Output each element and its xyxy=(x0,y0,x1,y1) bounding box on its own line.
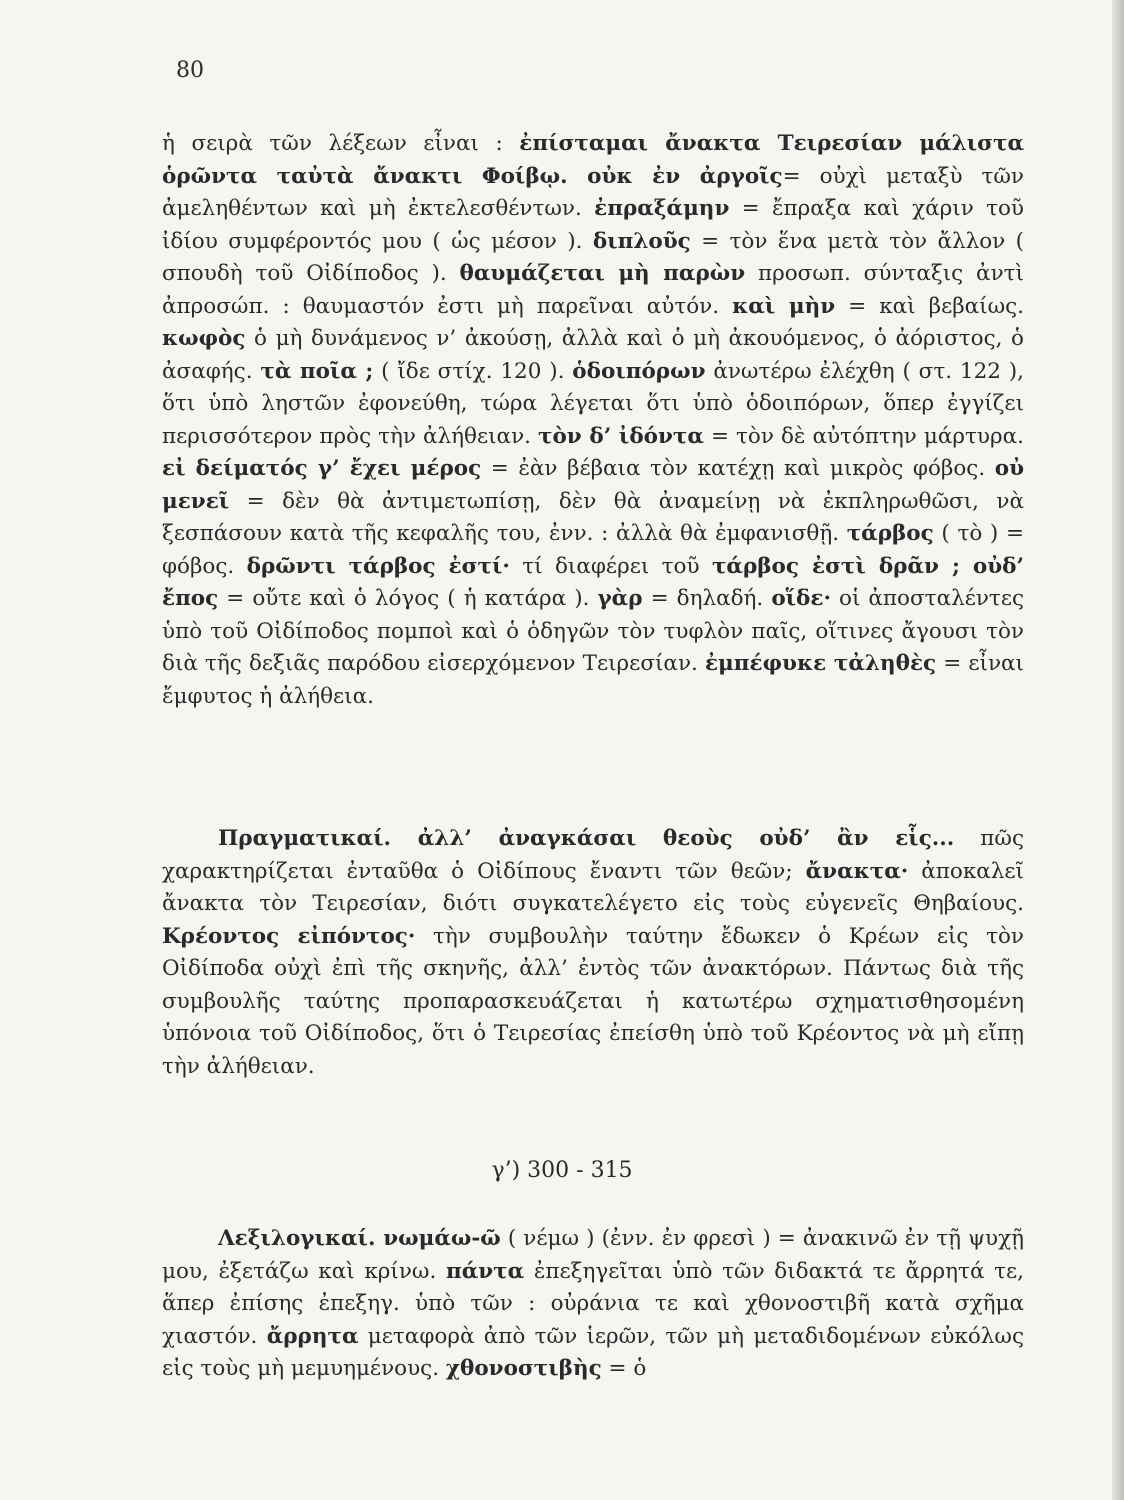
bold-lemma: διπλοῦς xyxy=(592,228,691,254)
text-run: = οὐχὶ μεταξὺ τῶν ἀμεληθέντων καὶ μὴ ἐκτελεσθέντων. xyxy=(162,163,1024,221)
bold-lemma: πάντα xyxy=(445,1258,525,1284)
bold-lemma: οὐ μενεῖ xyxy=(162,456,1024,514)
bold-lemma: εἰ δείματός γ’ ἔχει μέρος xyxy=(162,456,482,481)
bold-lemma: κωφὸς xyxy=(162,326,246,351)
text-run: = δηλαδή. xyxy=(642,586,772,611)
paragraph-text xyxy=(162,1223,1024,1386)
bold-lemma: τὰ ποῖα ; xyxy=(260,358,374,384)
text-run: = καὶ βεβαίως. xyxy=(835,293,1024,319)
bold-lemma: Κρέοντος εἰπόντος· xyxy=(162,923,416,949)
text-run: ( τὸ ) = φόβος. xyxy=(162,521,1024,579)
bold-lemma: θαυμάζεται μὴ παρὼν xyxy=(459,261,746,286)
text-run: τὴν συμβουλὴν ταύτην ἔδωκεν ὁ Κρέων εἰς τὸν Οἰδίποδα οὐχὶ ἐπὶ τῆς σκηνῆς, ἀλλ’ ἐντὸς τῶν ἀνακτόρων. Πάντως διὰ τῆς συμβουλῆς ταύτης προπαρασκευάζεται ἡ κατωτέρω σχηματισθησομένη ὑπόνοια τοῦ Οἰδίποδος, ὅτι ὁ Τειρεσίας ἐπείσθη ὑπὸ τοῦ Κρέοντος νὰ μὴ εἴπῃ τὴν ἀλήθειαν. xyxy=(162,923,1024,1079)
bold-lemma: ἐπραξάμην xyxy=(594,196,730,221)
bold-lemma: οἵδε· xyxy=(771,586,831,611)
text-run: = ὁ xyxy=(601,1356,647,1381)
commentary-paragraph-2 xyxy=(162,823,1024,1083)
text-run: ἐπεξηγεῖται ὑπὸ τῶν διδακτά τε ἄρρητά τε, ἅπερ ἐπίσης ἐπεξηγ. ὑπὸ τῶν : οὐράνια τε καὶ χθονοστιβῆ κατὰ σχῆμα χιαστόν. xyxy=(162,1258,1025,1349)
text-run: ὁ μὴ δυνάμενος ν’ ἀκούσῃ, ἀλλὰ καὶ ὁ μὴ ἀκουόμενος, ὁ ἀόριστος, ὁ ἀσαφής. xyxy=(162,326,1024,384)
text-run: = εἶναι ἔμφυτος ἡ ἀλήθεια. xyxy=(162,651,1024,709)
page-edge-shadow xyxy=(1112,0,1124,1500)
text-run: = τὸν δὲ αὐτόπτην μάρτυρα. xyxy=(703,423,1024,449)
commentary-paragraph-1 xyxy=(162,128,1024,713)
text-run: = δὲν θὰ ἀντιμετωπίσῃ, δὲν θὰ ἀναμείνῃ νὰ ἐκπληρωθῶσι, νὰ ξεσπάσουν κατὰ τῆς κεφαλῆς του, ἐνν. : ἀλλὰ θὰ ἐμφανισθῇ. xyxy=(162,488,1024,546)
text-run: ἀνωτέρω ἐλέχθη ( στ. 122 ), ὅτι ὑπὸ ληστῶν ἐφονεύθη, τώρα λέγεται ὅτι ὑπὸ ὁδοιπόρων, ὅπερ ἐγγίζει περισσότερον πρὸς τὴν ἀλήθειαν. xyxy=(162,358,1024,449)
text-run: πῶς χαρακτηρίζεται ἐνταῦθα ὁ Οἰδίπους ἔναντι τῶν θεῶν; xyxy=(162,826,1024,884)
text-run: = οὔτε καὶ ὁ λόγος ( ἡ κατάρα ). xyxy=(218,586,598,611)
bold-lemma: τὸν δ’ ἰδόντα xyxy=(538,423,704,449)
paragraph-text xyxy=(162,128,1024,713)
bold-lemma: ἄνακτα· xyxy=(805,858,909,884)
text-run: προσωπ. σύνταξις ἀντὶ ἀπροσώπ. : θαυμαστόν ἐστι μὴ παρεῖναι αὐτόν. xyxy=(162,261,1024,319)
text-run: = τὸν ἕνα μετὰ τὸν ἄλλον ( σπουδὴ τοῦ Οἰδίποδος ). xyxy=(162,228,1025,286)
bold-lemma: τάρβος ἐστὶ δρᾶν ; οὐδ’ ἔπος xyxy=(162,553,1025,611)
bold-lemma: ὁδοιπόρων xyxy=(572,358,706,384)
page-number: 80 xyxy=(176,58,204,83)
text-run: ( νέμω ) (ἐνν. ἐν φρεσὶ ) = ἀνακινῶ ἐν τῇ ψυχῇ μου, ἐξετάζω καὶ κρίνω. xyxy=(162,1226,1024,1284)
bold-lemma: τάρβος xyxy=(846,521,934,546)
bold-lemma: δρῶντι τάρβος ἐστί· xyxy=(246,553,510,579)
text-run: = ἐὰν βέβαια τὸν κατέχῃ καὶ μικρὸς φόβος. xyxy=(481,456,995,481)
text-run: μεταφορὰ ἀπὸ τῶν ἱερῶν, τῶν μὴ μεταδιδομένων εὐκόλως εἰς τοὺς μὴ μεμυημένους. xyxy=(162,1323,1024,1381)
bold-lemma: Πραγματικαί. ἀλλ’ ἀναγκάσαι θεοὺς οὐδ’ ἂν εἷς... xyxy=(218,826,955,851)
bold-lemma: Λεξιλογικαί. νωμάω-ῶ xyxy=(218,1226,501,1251)
paragraph-text xyxy=(162,823,1024,1083)
text-run: ἀποκαλεῖ ἄνακτα τὸν Τειρεσίαν, διότι συγκατελέγετο εἰς τοὺς εὐγενεῖς Θηβαίους. xyxy=(162,858,1024,916)
text-run: οἱ ἀποσταλέντες ὑπὸ τοῦ Οἰδίποδος πομποὶ καὶ ὁ ὁδηγῶν τὸν τυφλὸν παῖς, οἵτινες ἄγουσι τὸν διὰ τῆς δεξιᾶς παρόδου εἰσερχόμενον Τειρεσίαν. xyxy=(162,586,1024,676)
bold-lemma: ἐμπέφυκε τἀληθὲς xyxy=(704,651,937,676)
text-run: = ἔπραξα καὶ χάριν τοῦ ἰδίου συμφέροντός μου ( ὡς μέσον ). xyxy=(162,196,1025,254)
bold-lemma: ἄρρητα xyxy=(266,1323,359,1349)
bold-lemma: γὰρ xyxy=(597,586,643,611)
text-run: τί διαφέρει τοῦ xyxy=(509,553,712,579)
bold-lemma: ἐπίσταμαι ἄνακτα Τειρεσίαν μάλιστα ὁρῶντα ταὐτὰ ἄνακτι Φοίβῳ. οὐκ ἐν ἀργοῖς xyxy=(162,131,1024,189)
text-run: ( ἴδε στίχ. 120 ). xyxy=(373,358,573,384)
bold-lemma: καὶ μὴν xyxy=(732,293,836,319)
section-heading: γ’) 300 - 315 xyxy=(491,1158,633,1183)
bold-lemma: χθονοστιβὴς xyxy=(445,1356,602,1381)
text-run: ἡ σειρὰ τῶν λέξεων εἶναι : xyxy=(162,131,520,156)
commentary-paragraph-3 xyxy=(162,1223,1024,1386)
